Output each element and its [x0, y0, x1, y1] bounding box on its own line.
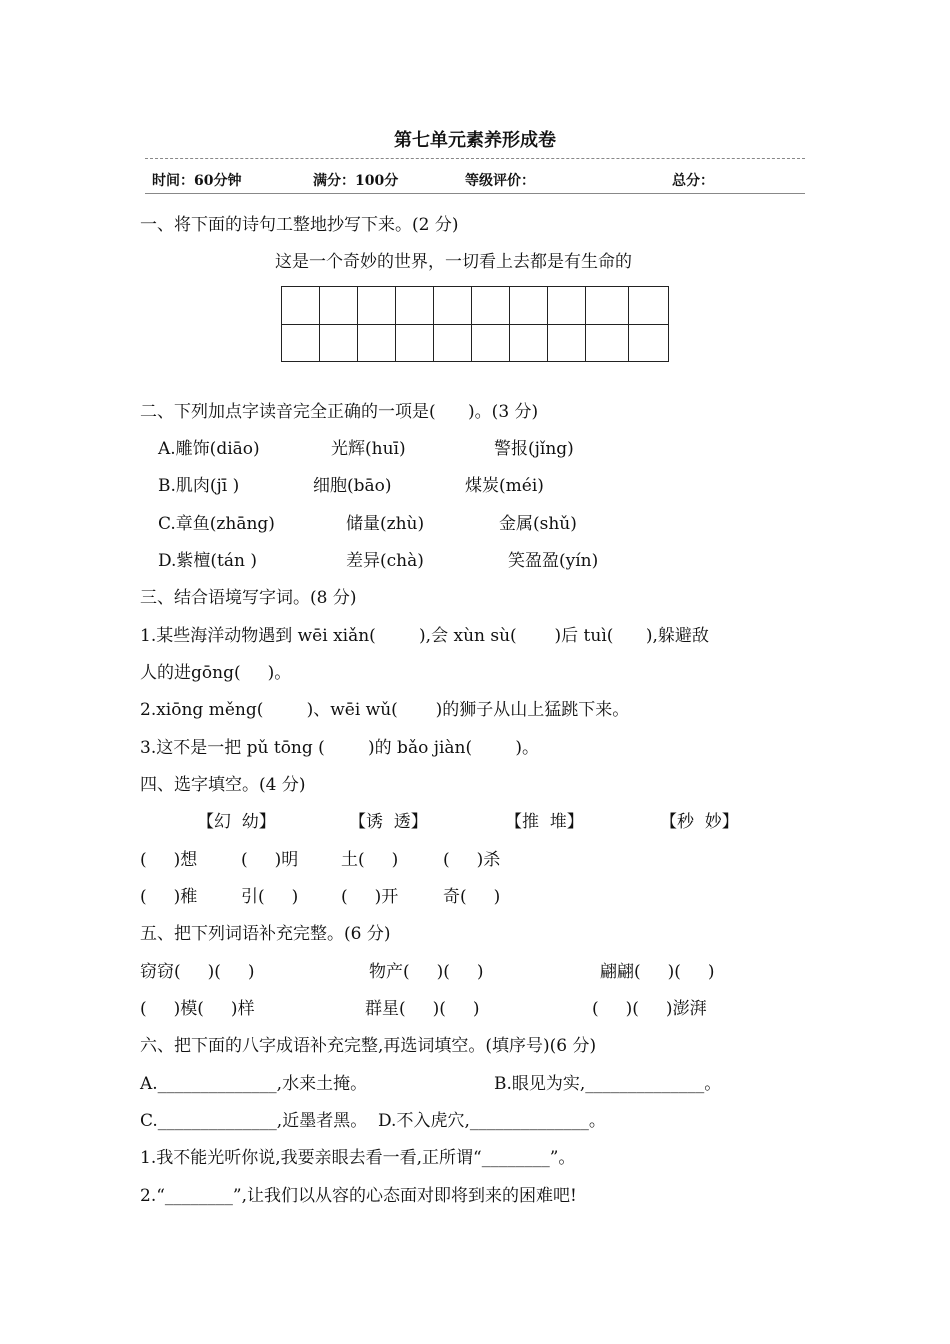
q4-blank: ( )开: [341, 887, 399, 907]
header-solid-rule: [145, 193, 805, 194]
q5-blank: 物产( )( ): [369, 962, 484, 982]
q2-option-c: 金属(shǔ): [499, 514, 577, 534]
full-score-label: 满分：100分: [313, 173, 399, 189]
q4-blank: 引( ): [241, 887, 299, 907]
q3-line: 1.某些海洋动物遇到 wēi xiǎn( ),会 xùn sù( )后 tuì( ),躲避敌: [140, 626, 709, 646]
header-dashed-rule: [145, 158, 805, 159]
q5-blank: 群星( )( ): [365, 999, 480, 1019]
q2-heading: 二、下列加点字读音完全正确的一项是( )。(3 分): [140, 402, 539, 422]
q1-heading: 一、将下面的诗句工整地抄写下来。(2 分): [140, 215, 459, 235]
q1-poem: 这是一个奇妙的世界，一切看上去都是有生命的: [275, 252, 632, 272]
q2-option-d: 笑盈盈(yín): [508, 551, 599, 571]
q4-char-group: 【幻 幼】: [197, 812, 276, 832]
q3-line: 2.xiōng měng( )、wēi wǔ( )的狮子从山上猛跳下来。: [140, 700, 630, 720]
q4-char-group: 【诱 透】: [349, 812, 428, 832]
q5-blank: 翩翩( )( ): [600, 962, 715, 982]
q2-option-a: 光辉(huī): [331, 439, 406, 459]
q6-sentence-2: 2.“________”,让我们以从容的心态面对即将到来的困难吧!: [140, 1186, 577, 1206]
q2-option-c: C.章鱼(zhāng): [158, 514, 275, 534]
q2-option-b: 煤炭(méi): [465, 476, 544, 496]
q5-blank: 窃窃( )( ): [140, 962, 255, 982]
q2-option-a: 警报(jǐng): [494, 439, 574, 459]
q2-option-b: 细胞(bāo): [313, 476, 392, 496]
q4-blank: ( )想: [140, 850, 198, 870]
q5-heading: 五、把下列词语补充完整。(6 分): [140, 924, 391, 944]
q6-sentence-1: 1.我不能光听你说,我要亲眼去看一看,正所谓“________”。: [140, 1148, 576, 1168]
q2-option-a: A.雕饰(diāo): [158, 439, 260, 459]
time-label: 时间：60分钟: [152, 173, 242, 189]
grade-label: 等级评价：: [465, 173, 535, 189]
q2-option-d: D.紫檀(tán ): [158, 551, 258, 571]
q2-option-c: 储量(zhù): [346, 514, 425, 534]
q3-line: 人的进gōng( )。: [140, 663, 292, 683]
q3-heading: 三、结合语境写字词。(8 分): [140, 588, 357, 608]
q4-blank: 奇( ): [443, 887, 501, 907]
q4-char-group: 【秒 妙】: [660, 812, 739, 832]
q4-blank: ( )明: [241, 850, 299, 870]
page-title: 第七单元素养形成卷: [394, 130, 556, 151]
q6-idiom-a: A.______________,水来土掩。: [140, 1074, 368, 1094]
q3-line: 3.这不是一把 pǔ tōng ( )的 bǎo jiàn( )。: [140, 738, 540, 758]
q4-char-group: 【推 堆】: [505, 812, 584, 832]
q4-blank: 土( ): [341, 850, 399, 870]
q2-option-d: 差异(chà): [346, 551, 424, 571]
q5-blank: ( )模( )样: [140, 999, 255, 1019]
q2-option-b: B.肌肉(jī ): [158, 476, 240, 496]
q4-blank: ( )杀: [443, 850, 501, 870]
q6-idiom-cd: C.______________,近墨者黑。 D.不入虎穴,______________。: [140, 1111, 606, 1131]
q6-idiom-b: B.眼见为实,______________。: [494, 1074, 722, 1094]
q4-heading: 四、选字填空。(4 分): [140, 775, 306, 795]
total-label: 总分：: [672, 173, 714, 189]
q6-heading: 六、把下面的八字成语补充完整,再选词填空。(填序号)(6 分): [140, 1036, 597, 1056]
q5-blank: ( )( )澎湃: [592, 999, 707, 1019]
writing-grid[interactable]: [281, 286, 669, 362]
q4-blank: ( )稚: [140, 887, 198, 907]
